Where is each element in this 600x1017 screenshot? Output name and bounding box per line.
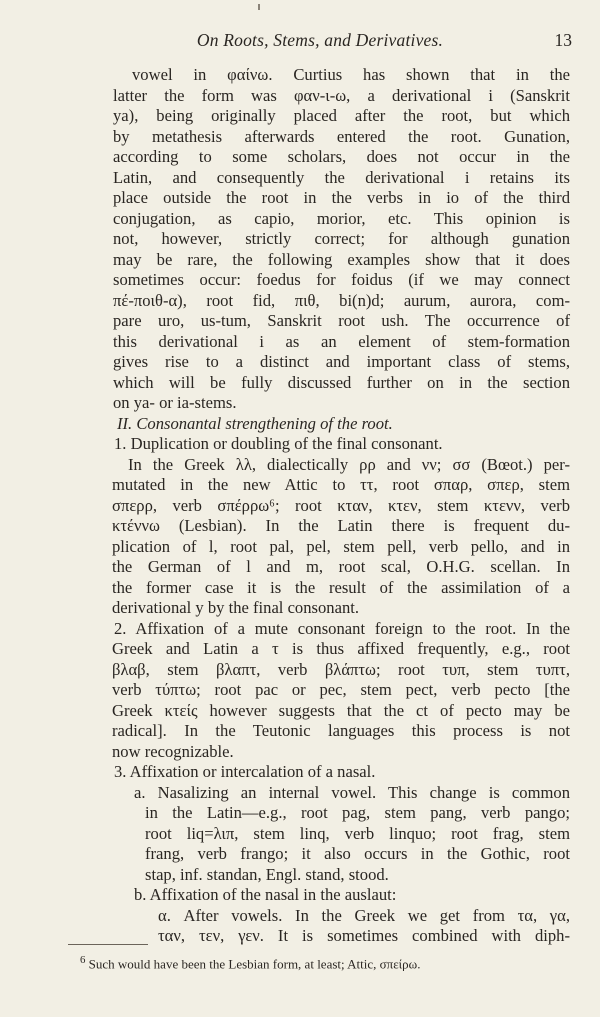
body-line: vowel in φαίνω. Curtius has shown that in the (132, 65, 570, 84)
body-line: place outside the root in the verbs in io of the third (113, 188, 570, 207)
body-line: pare uro, us-tum, Sanskrit root ush. The occurrence of (113, 311, 570, 330)
body-line: radical]. In the Teutonic languages this process is not (112, 721, 570, 740)
body-line: sometimes occur: foedus for foidus (if we may connect (113, 270, 570, 289)
subsection-heading: b. Affixation of the nasal in the auslaut: (134, 885, 397, 904)
body-line: root liq=λιπ, stem linq, verb linquo; root frag, stem (145, 823, 570, 843)
body-line: conjugation, as capio, morior, etc. This opinion is (113, 208, 570, 228)
footnote-rule (68, 944, 148, 945)
body-line: derivational y by the final consonant. (112, 598, 359, 617)
body-line: this derivational i as an element of stem-formation (113, 331, 570, 351)
body-line: gives rise to a distinct and important class of stems, (113, 352, 570, 371)
subsection-heading: 3. Affixation or intercalation of a nasal. (114, 762, 376, 781)
body-line: κτέννω (Lesbian). In the Latin there is frequent du- (112, 516, 570, 535)
subsection-heading: 1. Duplication or doubling of the final consonant. (114, 434, 443, 453)
body-line: according to some scholars, does not occur in the (113, 147, 570, 166)
body-line: verb τύπτω; root pac or pec, stem pect, verb pecto [the (112, 680, 570, 699)
body-line: stap, inf. standan, Engl. stand, stood. (145, 864, 389, 884)
body-line: the German of l and m, root scal, O.H.G. scellan. In (112, 557, 570, 576)
body-line: Greek and Latin a τ is thus affixed frequently, e.g., root (112, 639, 570, 658)
footnote (80, 952, 570, 972)
body-line: ταν, τεν, γεν. It is sometimes combined with diph- (158, 926, 570, 945)
body-line: a. Nasalizing an internal vowel. This change is common (134, 782, 570, 802)
body-line: πέ-ποιθ-α), root fid, πιθ, bi(n)d; aurum, aurora, com- (113, 290, 570, 310)
scan-mark (258, 4, 260, 10)
body-line: now recognizable. (112, 741, 234, 761)
footnote-text: Such would have been the Lesbian form, at least; Attic, σπείρω. (88, 956, 421, 972)
body-line: in the Latin—e.g., root pag, stem pang, verb pango; (145, 803, 570, 822)
body-line: on ya- or ia-stems. (113, 393, 237, 412)
running-title: On Roots, Stems, and Derivatives. (196, 30, 444, 50)
body-line: Greek κτείς however suggests that the ct of pecto may be (112, 700, 570, 720)
body-line: α. After vowels. In the Greek we get from τα, γα, (158, 905, 570, 925)
section-heading: II. Consonantal strengthening of the root. (117, 413, 393, 433)
body-line: by metathesis afterwards entered the root. Gunation, (113, 126, 570, 146)
subsection-heading: 2. Affixation of a mute consonant foreign to the root. In the (114, 618, 570, 638)
body-line: plication of l, root pal, pel, stem pell, verb pello, and in (112, 536, 570, 556)
body-line: which will be fully discussed further on in the section (113, 372, 570, 392)
body-line: latter the form was φαν-ι-ω, a derivational i (Sanskrit (113, 85, 570, 105)
page-number: 13 (554, 30, 572, 50)
body-line: In the Greek λλ, dialectically ρρ and νν; σσ (Bœot.) per- (128, 454, 570, 474)
body-line: mutated in the new Attic to ττ, root σπαρ, σπερ, stem (112, 475, 570, 494)
body-line: ya), being originally placed after the root, but which (113, 106, 570, 125)
body-line: may be rare, the following examples show that it does (113, 249, 570, 269)
body-line: σπερρ, verb σπέρρω⁶; root κταν, κτεν, stem κτενν, verb (112, 495, 570, 515)
body-line: the former case it is the result of the assimilation of a (112, 577, 570, 597)
body-line: Latin, and consequently the derivational i retains its (113, 167, 570, 187)
body-line: not, however, strictly correct; for although gunation (113, 229, 570, 248)
body-line: βλαβ, stem βλαπτ, verb βλάπτω; root τυπ, stem τυπτ, (112, 659, 570, 679)
footnote-marker: 6 (80, 954, 86, 966)
body-line: frang, verb frango; it also occurs in the Gothic, root (145, 844, 570, 863)
